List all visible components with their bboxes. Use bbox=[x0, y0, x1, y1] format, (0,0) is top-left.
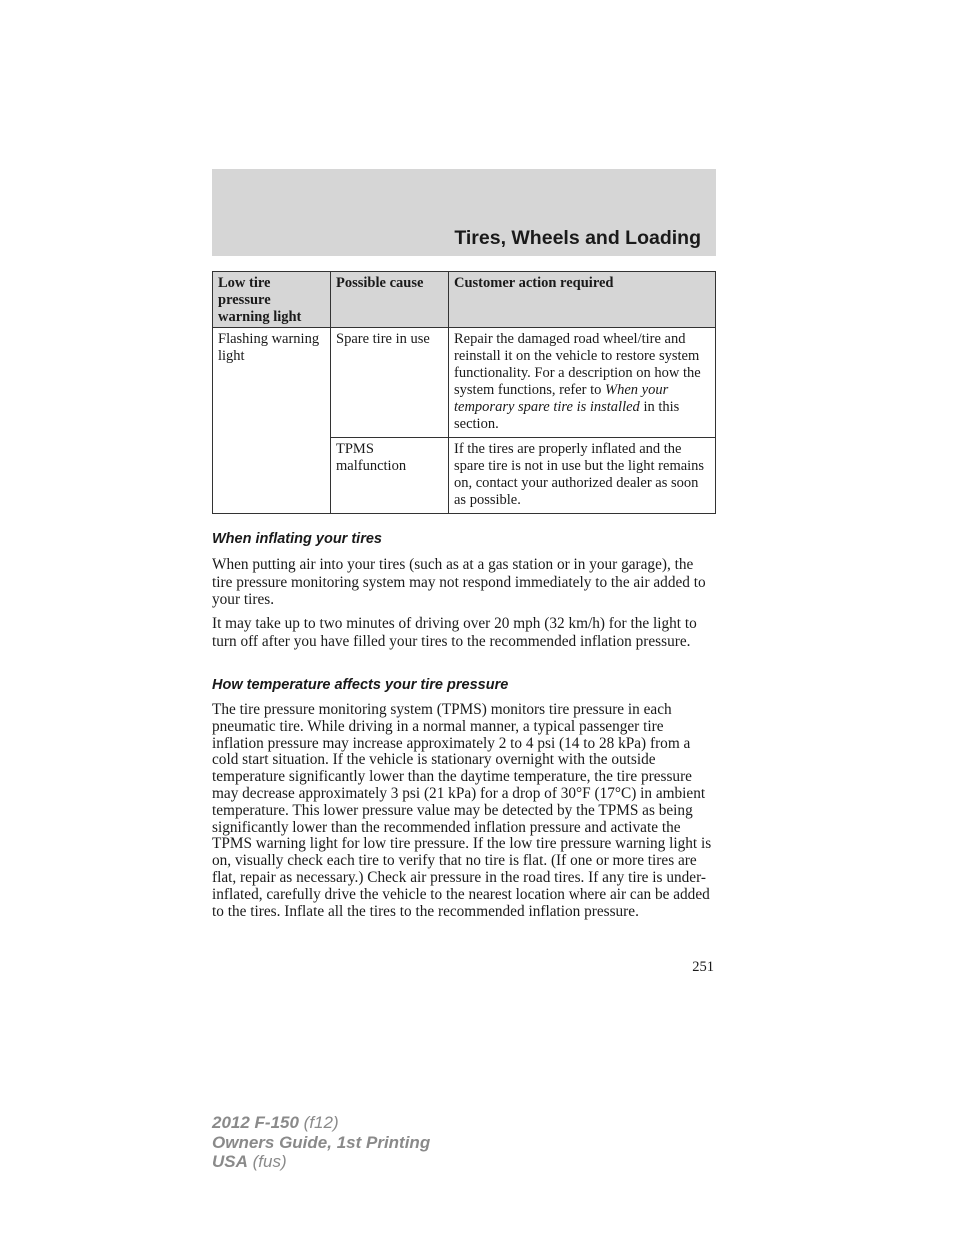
footer-model-line bbox=[212, 1113, 430, 1133]
paragraph: When putting air into your tires (such as at a gas station or in your garage), the tire pressure monitoring system may not respond immediately to the air added to your tires. bbox=[212, 556, 706, 609]
cell-cause: TPMS malfunction bbox=[331, 438, 449, 514]
footer-market: USA bbox=[212, 1152, 248, 1171]
table-row bbox=[213, 328, 716, 438]
header-customer-action: Customer action required bbox=[449, 272, 716, 328]
action-text: Repair the damaged road wheel/tire and reinstall it on the vehicle to restore system functionality. For a description on how the system functions, refer to bbox=[454, 331, 701, 398]
cell-action: If the tires are properly inflated and the spare tire is not in use but the light remains on, contact your authorized dealer as soon as possible. bbox=[449, 438, 716, 514]
cell-cause: Spare tire in use bbox=[331, 328, 449, 438]
tpms-warning-table bbox=[212, 271, 716, 514]
table-header-row bbox=[213, 272, 716, 328]
footer-market-code: (fus) bbox=[247, 1152, 287, 1171]
footer-model: 2012 F-150 bbox=[212, 1113, 299, 1132]
section-header-band bbox=[212, 169, 716, 256]
footer-guide-line: Owners Guide, 1st Printing bbox=[212, 1132, 431, 1152]
document-footer bbox=[212, 1113, 430, 1172]
section-title: Tires, Wheels and Loading bbox=[454, 227, 701, 249]
footer-market-line bbox=[212, 1152, 430, 1172]
header-possible-cause: Possible cause bbox=[331, 272, 449, 328]
action-reference: When your temporary spare tire is installed bbox=[454, 382, 669, 415]
cell-warning-light: Flashing warning light bbox=[213, 328, 331, 514]
subheading-temperature: How temperature affects your tire pressure bbox=[212, 677, 509, 693]
footer-model-code: (f12) bbox=[298, 1113, 339, 1132]
paragraph: It may take up to two minutes of driving over 20 mph (32 km/h) for the light to turn off after you have filled your tires to the recommended inflation pressure. bbox=[212, 615, 697, 650]
cell-action bbox=[449, 328, 716, 438]
action-text-tail: in this section. bbox=[454, 399, 680, 432]
subheading-inflating: When inflating your tires bbox=[212, 531, 382, 547]
header-warning-light: Low tire pressure warning light bbox=[213, 272, 331, 328]
page-number: 251 bbox=[692, 959, 714, 975]
paragraph: The tire pressure monitoring system (TPMS) monitors tire pressure in each pneumatic tire. While driving in a normal manner, a typical passenger tire inflation pressure may increase approximately 2 to 4 psi (14 to 28 kPa) from a cold start situation. If the vehicle is stationary overnight with the outside temperature significantly lower than the daytime temperature, the tire pressure may decrease approximately 3 psi (21 kPa) for a drop of 30°F (17°C) in ambient temperature. This lower pressure value may be detected by the TPMS as being significantly lower than the recommended inflation pressure and activate the TPMS warning light for low tire pressure. If the low tire pressure warning light is on, visually check each tire to verify that no tire is flat. (If one or more tires are flat, repair as necessary.) Check air pressure in the road tires. If any tire is under-inflated, carefully drive the vehicle to the nearest location where air can be added to the tires. Inflate all the tires to the recommended inflation pressure. bbox=[212, 701, 712, 920]
